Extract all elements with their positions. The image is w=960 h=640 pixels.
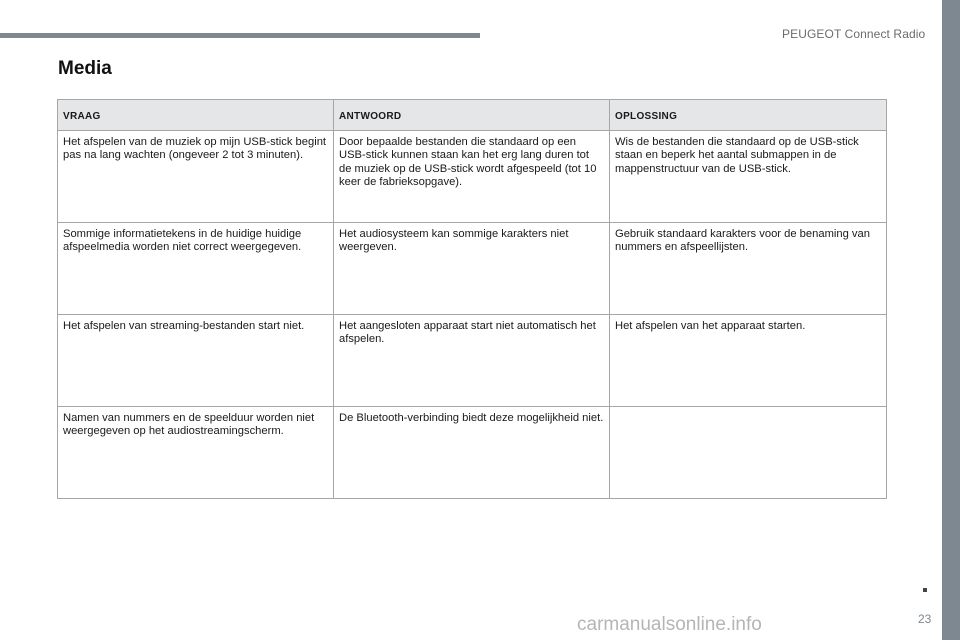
column-header-vraag: VRAAG: [58, 100, 334, 131]
table-header-row: [58, 100, 887, 131]
faq-table: [57, 99, 887, 499]
section-title: Media: [58, 58, 112, 79]
header-rule: [0, 33, 480, 38]
cell-vraag: Namen van nummers en de speelduur worden niet weergegeven op het audiostreamingscherm.: [58, 407, 334, 499]
cell-antwoord: Het aangesloten apparaat start niet automatisch het afspelen.: [334, 315, 610, 407]
table-row: [58, 407, 887, 499]
cell-vraag: Sommige informatietekens in de huidige huidige afspeelmedia worden niet correct weergegeven.: [58, 223, 334, 315]
cell-vraag: Het afspelen van de muziek op mijn USB-stick begint pas na lang wachten (ongeveer 2 tot 3 minuten).: [58, 131, 334, 223]
cell-antwoord: De Bluetooth-verbinding biedt deze mogelijkheid niet.: [334, 407, 610, 499]
table-row: [58, 315, 887, 407]
page-marker: [923, 588, 927, 592]
cell-antwoord: Door bepaalde bestanden die standaard op een USB-stick kunnen staan kan het erg lang duren tot de muziek op de USB-stick wordt afgespeeld (tot 10 keer de fabrieksopgave).: [334, 131, 610, 223]
cell-vraag: Het afspelen van streaming-bestanden start niet.: [58, 315, 334, 407]
table-row: [58, 131, 887, 223]
cell-oplossing: Wis de bestanden die standaard op de USB-stick staan en beperk het aantal submappen in de mappenstructuur van de USB-stick.: [610, 131, 887, 223]
watermark: carmanualsonline.info: [577, 614, 762, 635]
column-header-antwoord: ANTWOORD: [334, 100, 610, 131]
cell-oplossing: Het afspelen van het apparaat starten.: [610, 315, 887, 407]
cell-oplossing: [610, 407, 887, 499]
cell-antwoord: Het audiosysteem kan sommige karakters niet weergeven.: [334, 223, 610, 315]
cell-oplossing: Gebruik standaard karakters voor de benaming van nummers en afspeellijsten.: [610, 223, 887, 315]
document-header: PEUGEOT Connect Radio: [782, 27, 926, 41]
table-row: [58, 223, 887, 315]
page-number: 23: [918, 612, 932, 626]
column-header-oplossing: OPLOSSING: [610, 100, 887, 131]
side-tab-strip: [942, 0, 960, 640]
